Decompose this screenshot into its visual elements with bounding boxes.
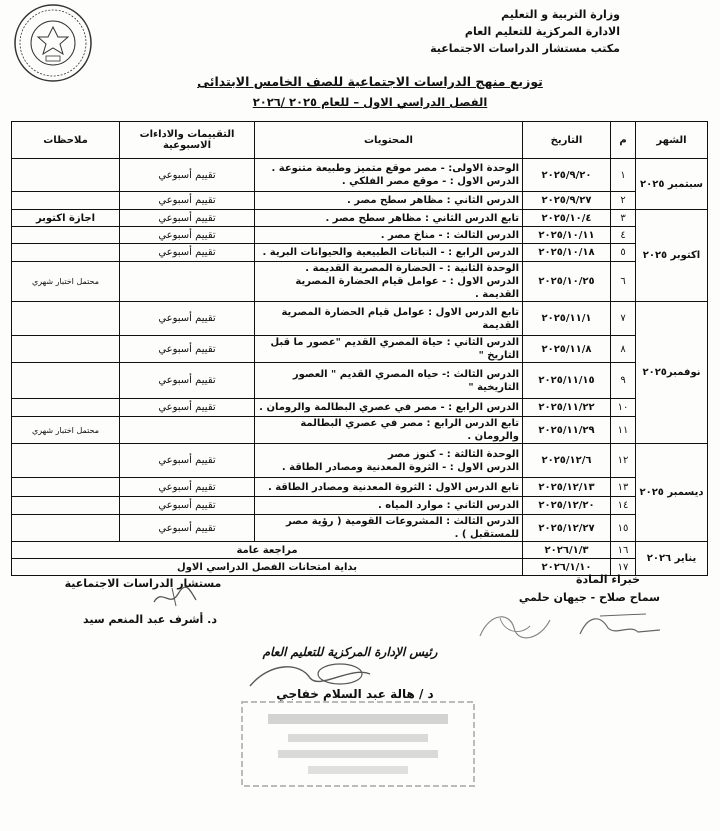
row-date: ٢٠٢٥/١٠/١٨ <box>523 244 611 262</box>
row-number: ١٣ <box>611 478 636 497</box>
row-note <box>12 497 120 515</box>
content-line: الوحدة الثانية : - الحضارة المصرية القديمة . <box>305 263 519 274</box>
row-number: ٩ <box>611 363 636 399</box>
table-row <box>12 478 708 497</box>
table-row <box>12 210 708 227</box>
month-cell: ديسمبر ٢٠٢٥ <box>636 444 708 542</box>
content-line: الدرس الاول : - عوامل قيام الحضارة المصرية القديمة . <box>295 276 519 300</box>
row-number: ١٧ <box>611 559 636 576</box>
row-assessment: تقييم أسبوعي <box>120 363 255 399</box>
row-assessment <box>120 417 255 444</box>
row-wide-content: مراجعة عامة <box>12 542 523 559</box>
row-content: الدرس الثالث : المشروعات القومية ( رؤية مصر للمستقبل ) . <box>255 515 523 542</box>
content-line: الوحدة الثالثة : - كنوز مصر <box>387 448 519 460</box>
month-cell: اكتوبر ٢٠٢٥ <box>636 210 708 302</box>
row-date: ٢٠٢٥/١٢/٢٧ <box>523 515 611 542</box>
table-row <box>12 417 708 444</box>
row-date: ٢٠٢٥/١١/١٥ <box>523 363 611 399</box>
row-number: ١ <box>611 159 636 192</box>
row-content: تابع الدرس الثاني : مظاهر سطح مصر . <box>255 210 523 227</box>
row-number: ٢ <box>611 192 636 210</box>
table-row <box>12 542 708 559</box>
table-row <box>12 515 708 542</box>
experts-title: خبراء المادة <box>575 573 640 586</box>
ministry-header <box>300 6 620 57</box>
content-line: الوحدة الاولى: - مصر موقع متميز وطبيعة متنوعة . <box>271 163 519 174</box>
row-date: ٢٠٢٥/١٠/٢٥ <box>523 262 611 302</box>
row-number: ٥ <box>611 244 636 262</box>
row-content: تابع الدرس الاول : الثروة المعدنية ومصادر الطاقة . <box>255 478 523 497</box>
row-note <box>12 192 120 210</box>
table-header-row <box>12 122 708 159</box>
table-row <box>12 363 708 399</box>
row-note: محتمل اختبار شهري <box>12 262 120 302</box>
advisor-name: د. أشرف عبد المنعم سيد <box>83 613 217 626</box>
content-line: الدرس الاول : - الثروة المعدنية ومصادر الطاقة . <box>281 461 519 473</box>
document-subtitle: الفصل الدراسي الاول – للعام ٢٠٢٥ /٢٠٢٦ <box>252 95 488 109</box>
row-content: تابع الدرس الرابع : مصر في عصري البطالمة والرومان . <box>255 417 523 444</box>
row-date: ٢٠٢٥/١١/٨ <box>523 336 611 363</box>
header-line-2: الادارة المركزية للتعليم العام <box>464 25 620 38</box>
row-content: الدرس الرابع : - مصر في عصري البطالمة والرومان . <box>255 399 523 417</box>
row-number: ١١ <box>611 417 636 444</box>
table-row <box>12 192 708 210</box>
row-number: ١٠ <box>611 399 636 417</box>
row-date: ٢٠٢٥/١٢/٢٠ <box>523 497 611 515</box>
row-date: ٢٠٢٥/١٢/٦ <box>523 444 611 478</box>
row-number: ٣ <box>611 210 636 227</box>
row-number: ٧ <box>611 302 636 336</box>
row-assessment: تقييم أسبوعي <box>120 302 255 336</box>
table-row <box>12 497 708 515</box>
row-note <box>12 515 120 542</box>
table-row <box>12 336 708 363</box>
header-month: الشهر <box>636 122 708 159</box>
table-row <box>12 244 708 262</box>
row-content: الدرس الثاني : مظاهر سطح مصر . <box>255 192 523 210</box>
header-assessments: التقييمات والاداءات الاسبوعية <box>120 122 255 159</box>
row-content: الدرس الثالث : - مناخ مصر . <box>255 227 523 244</box>
row-date: ٢٠٢٥/١١/١ <box>523 302 611 336</box>
row-content <box>255 444 523 478</box>
row-number: ١٢ <box>611 444 636 478</box>
row-content: الدرس الثاني : حياة المصري القديم "عصور ما قبل التاريخ " <box>255 336 523 363</box>
row-content: الدرس الرابع : - النباتات الطبيعية والحيوانات البرية . <box>255 244 523 262</box>
table-row <box>12 444 708 478</box>
row-note <box>12 302 120 336</box>
ministry-seal-icon <box>12 2 94 84</box>
month-cell: يناير ٢٠٢٦ <box>636 542 708 576</box>
row-date: ٢٠٢٥/١١/٢٢ <box>523 399 611 417</box>
row-note <box>12 336 120 363</box>
row-note <box>12 478 120 497</box>
row-note <box>12 363 120 399</box>
row-note <box>12 159 120 192</box>
row-assessment: تقييم أسبوعي <box>120 192 255 210</box>
row-date: ٢٠٢٦/١/١٠ <box>523 559 611 576</box>
row-date: ٢٠٢٦/١/٣ <box>523 542 611 559</box>
table-row <box>12 227 708 244</box>
advisor-title: مستشار الدراسات الاجتماعية <box>64 577 222 590</box>
table-row <box>12 262 708 302</box>
head-name: د / هالة عبد السلام خفاجي <box>276 687 434 701</box>
row-date: ٢٠٢٥/٩/٢٠ <box>523 159 611 192</box>
table-row <box>12 399 708 417</box>
row-assessment: تقييم أسبوعي <box>120 244 255 262</box>
row-assessment: تقييم أسبوعي <box>120 227 255 244</box>
header-line-1: وزارة التربية و التعليم <box>501 8 620 21</box>
row-number: ١٦ <box>611 542 636 559</box>
experts-names: سماح صلاح - جيهان حلمي <box>518 591 660 604</box>
row-number: ١٤ <box>611 497 636 515</box>
row-assessment: تقييم أسبوعي <box>120 497 255 515</box>
row-note <box>12 227 120 244</box>
row-assessment: تقييم أسبوعي <box>120 210 255 227</box>
document-title: توزيع منهج الدراسات الاجتماعية للصف الخامس الابتدائى <box>197 74 543 89</box>
row-assessment: تقييم أسبوعي <box>120 336 255 363</box>
table-row <box>12 302 708 336</box>
row-wide-content: بداية امتحانات الفصل الدراسي الاول <box>12 559 523 576</box>
row-number: ٦ <box>611 262 636 302</box>
official-stamp-icon <box>238 698 478 790</box>
row-assessment: تقييم أسبوعي <box>120 399 255 417</box>
header-num: م <box>611 122 636 159</box>
content-line: الدرس الاول : - موقع مصر الفلكي . <box>341 176 519 187</box>
row-date: ٢٠٢٥/١٠/٤ <box>523 210 611 227</box>
row-content: الدرس الثاني : موارد المياه . <box>255 497 523 515</box>
row-note <box>12 399 120 417</box>
curriculum-schedule-table <box>11 121 708 576</box>
experts-signatures-icon <box>470 606 670 646</box>
row-date: ٢٠٢٥/١١/٢٩ <box>523 417 611 444</box>
row-assessment <box>120 262 255 302</box>
row-content: الدرس الثالث :- حياه المصري القديم " العصور التاريخية " <box>255 363 523 399</box>
advisor-block <box>18 576 268 592</box>
row-content <box>255 262 523 302</box>
row-note <box>12 244 120 262</box>
header-date: التاريخ <box>523 122 611 159</box>
row-assessment: تقييم أسبوعي <box>120 478 255 497</box>
header-line-3: مكتب مستشار الدراسات الاجتماعية <box>430 42 620 55</box>
row-date: ٢٠٢٥/١٢/١٣ <box>523 478 611 497</box>
row-number: ١٥ <box>611 515 636 542</box>
row-note <box>12 444 120 478</box>
row-number: ٤ <box>611 227 636 244</box>
row-number: ٨ <box>611 336 636 363</box>
month-cell: سبتمبر ٢٠٢٥ <box>636 159 708 210</box>
row-date: ٢٠٢٥/٩/٢٧ <box>523 192 611 210</box>
row-note: اجازة اكتوبر <box>12 210 120 227</box>
header-notes: ملاحظات <box>12 122 120 159</box>
advisor-signature-icon <box>150 584 200 610</box>
row-content <box>255 159 523 192</box>
row-note: محتمل اختبار شهري <box>12 417 120 444</box>
header-content: المحتويات <box>255 122 523 159</box>
row-assessment: تقييم أسبوعي <box>120 444 255 478</box>
row-assessment: تقييم أسبوعي <box>120 515 255 542</box>
head-title: رئيس الإدارة المركزية للتعليم العام <box>262 645 438 659</box>
row-assessment: تقييم أسبوعي <box>120 159 255 192</box>
table-row <box>12 159 708 192</box>
row-date: ٢٠٢٥/١٠/١١ <box>523 227 611 244</box>
month-cell: نوفمبر٢٠٢٥ <box>636 302 708 444</box>
row-content: تابع الدرس الاول : عوامل قيام الحضارة المصرية القديمة <box>255 302 523 336</box>
